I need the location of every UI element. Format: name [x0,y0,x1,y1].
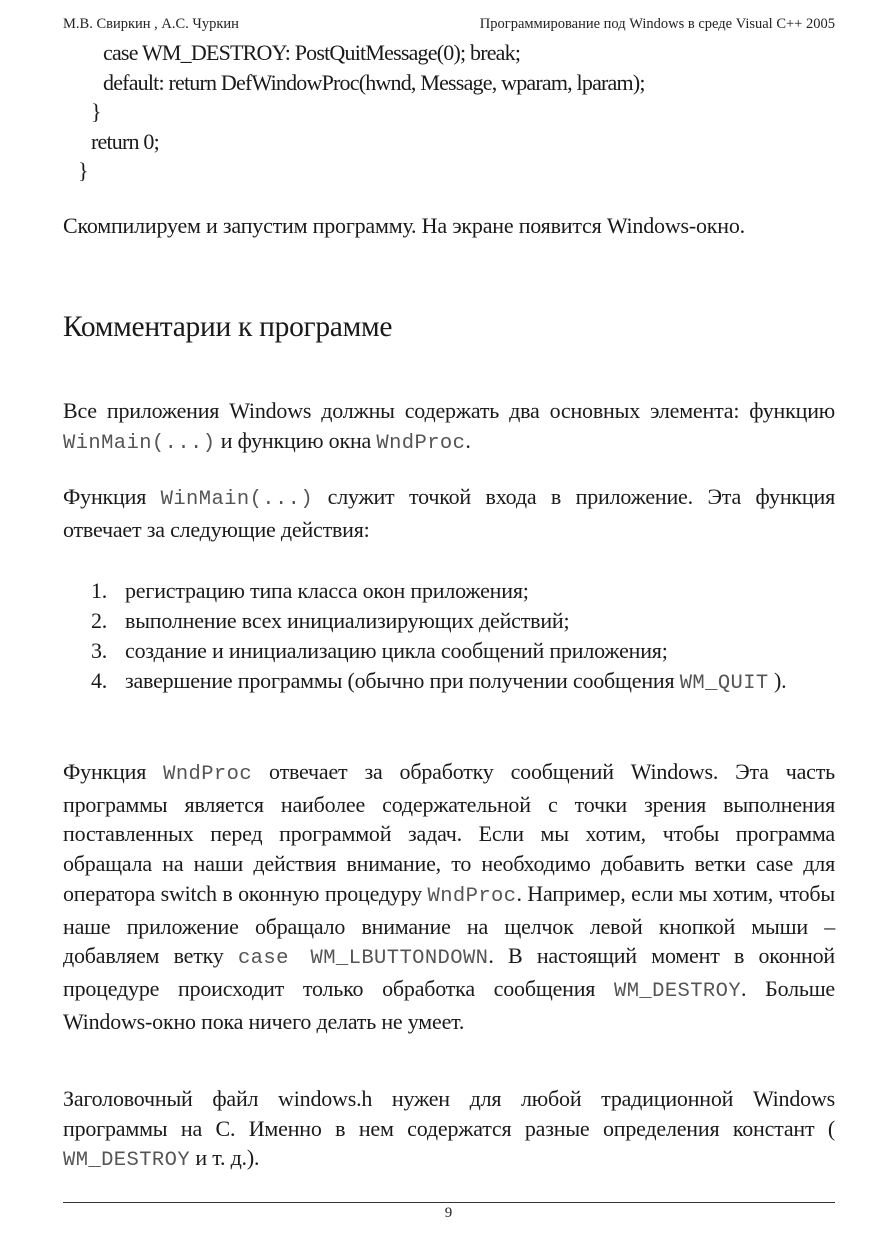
list-item [63,606,835,636]
paragraph-windows-h [63,1084,835,1176]
paragraph-wndproc [63,757,835,1036]
text-run: . В настоящий момент в оконной процедуре происходит только обработка сообщения [63,943,835,1001]
text-run: служит точкой входа в приложение. Эта функция отвечает за следующие действия: [63,484,835,542]
code-inline-wndproc: WndProc [163,763,253,786]
paragraph-compile: Скомпилируем и запустим программу. На экране появится Windows-окно. [63,213,745,238]
text-run: . Например, если мы хотим, чтобы наше приложение обращало внимание на щелчок левой кнопкой мыши – добавляем ветку [63,880,835,969]
winmain-steps-list [63,576,835,699]
list-number: 2. [91,608,108,633]
code-inline-winmain: WinMain(...) [63,431,216,455]
text-run: . Больше Windows-окно пока ничего делать не умеет. [63,975,835,1034]
code-inline-wndproc: WndProc [376,431,466,455]
text-run: Функция [63,484,161,509]
header-authors: М.В. Свиркин , А.С. Чуркин [63,16,239,32]
section-title: Комментарии к программе [63,311,393,343]
list-text: создание и инициализацию цикла сообщений приложения; [125,638,668,663]
code-line: } [78,158,88,183]
code-inline-wm-quit: WM_QUIT [679,672,769,695]
text-run: Функция [63,759,164,784]
page-number: 9 [444,1205,453,1221]
text-run: и т. д.). [190,1145,260,1171]
list-item [63,666,835,699]
code-line: return 0; [91,129,159,154]
code-inline-wm-destroy: WM_DESTROY [63,1149,191,1173]
text-run: Все приложения Windows должны содержать два основных элемента: функцию [63,398,835,423]
code-inline-case-lbuttondown: case WM_LBUTTONDOWN [237,947,489,971]
list-number: 3. [91,638,108,663]
list-text: завершение программы (обычно при получении сообщения [125,668,680,693]
list-number: 1. [91,578,108,603]
list-number: 4. [91,668,108,693]
list-item [63,576,835,606]
footer-rule [63,1202,835,1203]
code-line: default: return DefWindowProc(hwnd, Message, wparam, lparam); [103,70,645,95]
page-header [63,16,835,36]
header-book-title: Программирование под Windows в среде Visual C++ 2005 [479,16,835,32]
text-run: . [465,427,471,453]
code-inline-winmain: WinMain(...) [160,488,314,511]
list-item [63,636,835,666]
code-line: } [91,99,101,124]
list-text: регистрацию типа класса окон приложения; [125,578,529,603]
code-line: case WM_DESTROY: PostQuitMessage(0); break; [103,40,521,65]
list-text: ). [768,668,787,693]
paragraph-winmain [63,482,835,544]
code-inline-wndproc: WndProc [427,884,517,908]
text-run: отвечает за обработку сообщений Windows. Эта часть программы является наиболее содержательной с точки зрения выполнения поставленных перед программой задач. Если мы хотим, чтобы программа обращала на наши действия внимание, то необходимо добавить ветки case для оператора switch в оконную процедуру [63,759,835,906]
paragraph-intro [63,396,835,458]
text-run: Заголовочный файл windows.h нужен для любой традиционной Windows программы на C. Именно в нем содержатся разные определения констант ( [63,1086,835,1141]
list-text: выполнение всех инициализирующих действий; [125,608,570,633]
text-run: и функцию окна [215,427,377,453]
code-inline-wm-destroy: WM_DESTROY [614,979,742,1003]
